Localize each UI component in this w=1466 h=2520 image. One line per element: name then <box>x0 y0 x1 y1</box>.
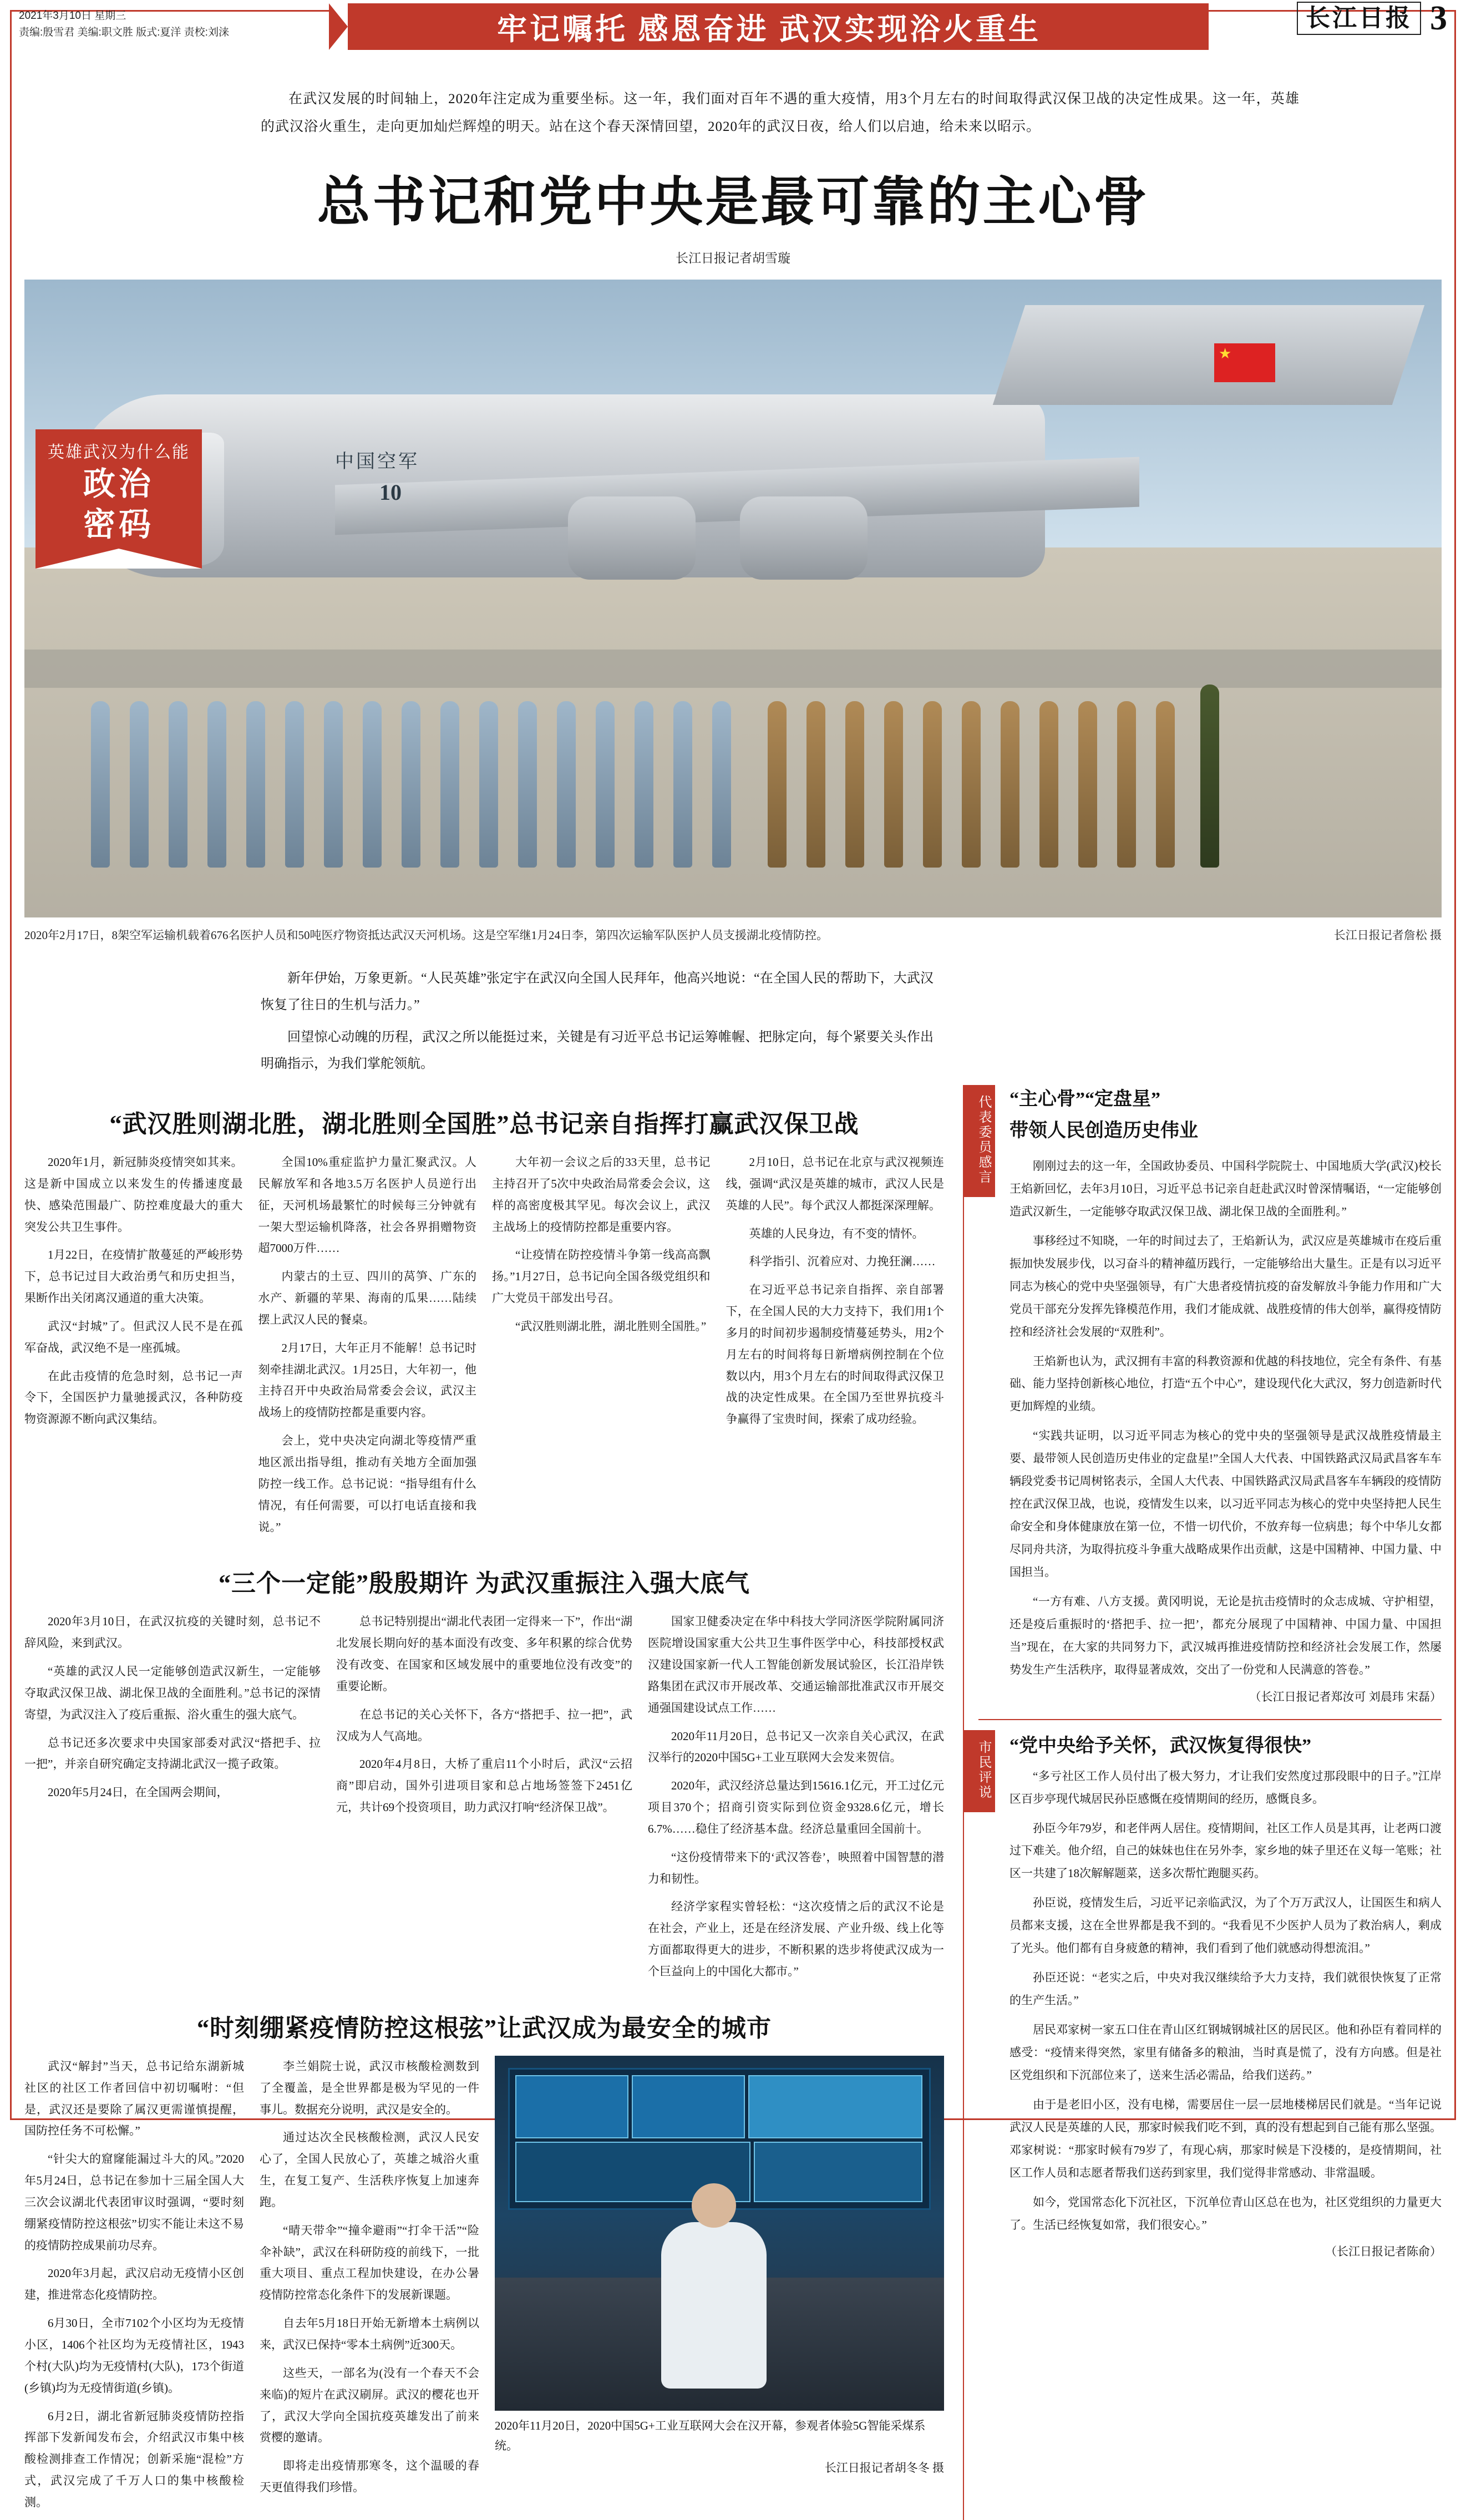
main-photo-block <box>24 280 1442 942</box>
soldier <box>1117 701 1136 868</box>
paragraph: 事移经过不知晓，一年的时间过去了，王焰新认为，武汉应是英雄城市在疫后重振加快发展步伐，以习奋斗的精神蕴历践行，一定能够给出大量生。正是有以习近平同志为核心的党中央坚强领导，有广大患者疫情抗疫的奋发解放斗争能力作用和广大党员干部充分发挥先锋模范作用，我们才能成就、战胜疫情的伟大创举，赢得疫情防控和经济社会发展的“双胜利”。 <box>1010 1234 1442 1338</box>
soldier <box>1001 701 1019 868</box>
paragraph: 孙臣说，疫情发生后，习近平记亲临武汉，为了个万万武汉人，让国医生和病人员都来支援，这在全世界都是我不到的。“我看见不少医护人员为了救治病人，剩成了光头。他们都有自身疲惫的精神，我们看到了他们就感动得想流泪。” <box>1010 1896 1442 1955</box>
section1-col3 <box>492 1152 711 1544</box>
paragraph: 王焰新也认为，武汉拥有丰富的科教资源和优越的科技地位，完全有条件、有基础、能力坚持创新核心地位，打造“五个中心”，建设现代化大武汉，努力创造新时代更加辉煌的业绩。 <box>1010 1354 1442 1413</box>
right-block1-body <box>1010 1155 1442 1681</box>
soldier <box>768 701 787 868</box>
screen-panel <box>632 2075 745 2138</box>
photo-caption: 2020年2月17日，8架空军运输机载着676名医护人员和50吨医疗物资抵达武汉天河机场。这是空军继1月24日李，第四次运输军队医护人员支援湖北疫情防控。 <box>24 929 828 942</box>
aircraft-tail <box>993 305 1424 405</box>
paragraph: 会上，党中央决定向湖北等疫情严重地区派出指导组，推动有关地方全面加强防控一线工作。总书记说：“指导组有什么情况，有任何需要，可以打电话直接和我说。” <box>258 1434 476 1534</box>
section3-photo-block <box>495 2056 944 2520</box>
section1-col1 <box>24 1152 243 1544</box>
paragraph: 武汉“封城”了。但武汉人民不是在孤军奋战，武汉绝不是一座孤城。 <box>24 1319 243 1355</box>
soldier <box>673 701 692 868</box>
masthead-meta <box>0 0 329 42</box>
body-area <box>24 1085 1442 2520</box>
paragraph: “英雄的武汉人民一定能够创造武汉新生，一定能够夺取武汉保卫战、湖北保卫战的全面胜利。”总书记的深情寄望，为武汉注入了疫后重振、浴火重生的强大底气。 <box>24 1665 321 1721</box>
paragraph: “一方有难、八方支援。黄冈明说，无论是抗击疫情时的众志成城、守护相望，还是疫后重振时的‘搭把手、拉一把’，都充分展现了中国精神、中国力量、中国担当”现在，在大家的共同努力下，武汉城再推进疫情防控和经济社会发展工作，然屡势发生产生活秩序，取得显著成效，交出了一份党和人民满意的答卷。” <box>1010 1594 1442 1676</box>
soldier <box>363 701 382 868</box>
aircraft-engine <box>740 496 868 580</box>
paragraph: “针尖大的窟窿能漏过斗大的风。”2020年5月24日，总书记在参加十三届全国人大三次会议湖北代表团审议时强调，“要时刻绷紧疫情防控这根弦”切实不能让未这不易的疫情防控成果前功尽弃。 <box>24 2152 244 2252</box>
right-column <box>963 1085 1442 2520</box>
paragraph: 2月10日，总书记在北京与武汉视频连线，强调“武汉是英雄的城市，武汉人民是英雄的人民”。每个武汉人都挺深深理解。 <box>726 1155 944 1212</box>
aircraft-number: 10 <box>379 480 402 505</box>
mid-intro <box>261 965 934 1077</box>
soldier <box>285 701 304 868</box>
issue-date: 2021年3月10日 星期三 <box>19 10 126 22</box>
paragraph: 2020年5月24日，在全国两会期间， <box>48 1786 229 1799</box>
paragraph: 2月17日，大年正月不能解！总书记时刻牵挂湖北武汉。1月25日，大年初一，他主持召开中央政治局常委会会议，武汉主战场上的疫情防控都是重要内容。 <box>258 1341 476 1419</box>
section3-title: “时刻绷紧疫情防控这根弦”让武汉成为最安全的城市 <box>197 2014 772 2042</box>
editor-credits: 责编:殷雪君 美编:职文胜 版式:夏洋 责校:刘涞 <box>19 27 229 39</box>
section1-col4 <box>726 1152 945 1544</box>
operator-person <box>661 2222 767 2389</box>
soldier <box>1156 701 1175 868</box>
lead-paragraph: 在武汉发展的时间轴上，2020年注定成为重要坐标。这一年，我们面对百年不遇的重大疫情，用3个月左右的时间取得武汉保卫战的决定性成果。这一年，英雄的武汉浴火重生，走向更加灿烂辉煌的明天。站在这个春天深情回望，2020年的武汉日夜，给人们以启迪，给未来以昭示。 <box>261 92 1300 134</box>
photo-badge-line2: 密码 <box>83 506 154 542</box>
paragraph: 武汉“解封”当天，总书记给东湖新城社区的社区工作者回信中初切嘱咐：“但是，武汉还是要除了属汉更需谨慎提醒，国防控任务不可松懈。” <box>24 2059 244 2138</box>
photo-credit: 长江日报记者詹松 摄 <box>1333 929 1442 942</box>
section3-photo-caption: 2020年11月20日，2020中国5G+工业互联网大会在汉开幕，参观者体验5G智能采煤系统。 <box>495 2418 926 2452</box>
section3-col2 <box>260 2056 479 2520</box>
section2-title: “三个一定能”殷殷期许 为武汉重振注入强大底气 <box>219 1570 750 1598</box>
paper-logo: 长江日报 <box>1297 2 1421 35</box>
section1-col2 <box>258 1152 477 1544</box>
right-block-2 <box>978 1730 1442 2260</box>
photo-caption-row <box>24 926 1442 943</box>
page-title: 总书记和党中央是最可靠的主心骨 <box>317 173 1149 232</box>
banner-wrap <box>329 0 1209 55</box>
china-flag-icon <box>1214 343 1275 382</box>
soldier <box>324 701 343 868</box>
paragraph: 2020年，武汉经济总量达到15616.1亿元，开工过亿元项目370个；招商引资实际到位资金9328.6亿元，增长6.7%……稳住了经济基本盘。经济总量重回全国前十。 <box>648 1779 944 1836</box>
banner-text: 牢记嘱托 感恩奋进 武汉实现浴火重生 <box>497 12 1041 46</box>
soldier <box>962 701 981 868</box>
soldier <box>479 701 498 868</box>
paragraph: 刚刚过去的这一年，全国政协委员、中国科学院院士、中国地质大学(武汉)校长王焰新回忆，去年3月10日，习近平总书记亲自赶赴武汉时曾深情嘱语，“一定能够创造武汉新生，一定能够夺取武汉保卫战、湖北保卫战的全面胜利。” <box>1010 1159 1442 1218</box>
paragraph: 总书记特别提出“湖北代表团一定得来一下”，作出“湖北发展长期向好的基本面没有改变、多年积累的综合优势没有改变、在国家和区域发展中的重要地位没有改变”的重要论断。 <box>336 1615 632 1693</box>
paragraph: 英雄的人民身边，有不变的情怀。 <box>749 1226 924 1240</box>
section3-photo-credit: 长江日报记者胡冬冬 摄 <box>824 2461 944 2475</box>
section3-columns <box>24 2056 479 2520</box>
paragraph: 国家卫健委决定在华中科技大学同济医学院附属同济医院增设国家重大公共卫生事件医学中心，科技部授权武汉建设国家新一代人工智能创新发展试验区，长江沿岸铁路集团在武汉市开展改革、交通运输部批准武汉市开展交通强国建设试点工作…… <box>648 1615 944 1715</box>
right-block2-credit: （长江日报记者陈俞） <box>1325 2245 1442 2259</box>
tab-citizen-comments: 市民评说 <box>964 1730 995 1812</box>
mid-intro-p2: 回望惊心动魄的历程，武汉之所以能挺过来，关键是有习近平总书记运筹帷幄、把脉定向，每个紧要关头作出明确指示，为我们掌舵领航。 <box>261 1030 934 1071</box>
soldier <box>207 701 226 868</box>
soldier <box>1078 701 1097 868</box>
soldier <box>440 701 459 868</box>
photo-runway <box>24 650 1442 688</box>
paragraph: 科学指引、沉着应对、力挽狂澜…… <box>749 1255 936 1269</box>
paragraph: 内蒙古的土豆、四川的莴笋、广东的水产、新疆的苹果、海南的瓜果……陆续摆上武汉人民的餐桌。 <box>258 1270 476 1326</box>
photo-badge-notch <box>35 549 202 569</box>
aircraft-label: 中国空军 <box>335 452 419 472</box>
screen-panel <box>515 2075 628 2138</box>
right-block2-title: “党中央给予关怀，武汉恢复得很快” <box>1010 1735 1311 1756</box>
paragraph: 居民邓家树一家五口住在青山区红钢城钢城社区的居民区。他和孙臣有着同样的感受：“疫情来得突然，家里有储备多的粮油，当时真是慌了，没有方向感。但是社区党组织和下沉部位来了，送来生活必需品，给我们送药。” <box>1010 2023 1442 2082</box>
paragraph: 总书记还多次要求中央国家部委对武汉“搭把手、拉一把”，并亲自研究确定支持湖北武汉一揽子政策。 <box>24 1736 321 1771</box>
right-block1-credit: （长江日报记者郑汝可 刘晨玮 宋磊） <box>1249 1690 1442 1703</box>
paragraph: 6月2日，湖北省新冠肺炎疫情防控指挥部下发新闻发布会，介绍武汉市集中核酸检测排查工作情况；创新采施“混检”方式，武汉完成了千万人口的集中核酸检测。 <box>24 2409 244 2509</box>
soldier <box>557 701 576 868</box>
paragraph: 如今，党国常态化下沉社区，下沉单位青山区总在也为，社区党组织的力量更大了。生活已经恢复如常，我们很安心。” <box>1010 2195 1442 2232</box>
section1-columns <box>24 1152 944 1544</box>
paragraph: 即将走出疫情那寒冬，这个温暖的春天更值得我们珍惜。 <box>260 2459 479 2494</box>
right-block2-body <box>1010 1765 1442 2237</box>
section2-col1 <box>24 1611 321 1989</box>
paragraph: 2020年1月，新冠肺炎疫情突如其来。这是新中国成立以来发生的传播速度最快、感染范围最广、防控难度最大的重大突发公共卫生事件。 <box>24 1155 243 1234</box>
tab-representative-remarks: 代表委员感言 <box>964 1085 995 1197</box>
paragraph: “这份疫情带来下的‘武汉答卷’，映照着中国智慧的潜力和韧性。 <box>648 1850 944 1885</box>
paragraph: 自去年5月18日开始无新增本土病例以来，武汉已保持“零本土病例”近300天。 <box>260 2316 479 2351</box>
right-block1-title1: “主心骨”“定盘星” <box>1010 1089 1160 1109</box>
soldier <box>402 701 420 868</box>
masthead <box>0 0 1466 65</box>
soldier <box>130 701 149 868</box>
paragraph: 2020年3月起，武汉启动无疫情小区创建，推进常态化疫情防控。 <box>24 2267 244 2302</box>
photo-badge <box>35 429 202 562</box>
section3-col1 <box>24 2056 244 2520</box>
paragraph: 全国10%重症监护力量汇聚武汉。人民解放军和各地3.5万名医护人员逆行出征，天河机场最繁忙的时候每三分钟就有一架大型运输机降落，社会各界捐赠物资超7000万件…… <box>258 1155 476 1255</box>
left-column <box>24 1085 944 2520</box>
section2-columns <box>24 1611 944 1989</box>
soldier <box>91 701 110 868</box>
section2-col3 <box>648 1611 944 1989</box>
mid-intro-p1: 新年伊始，万象更新。“人民英雄”张定宇在武汉向全国人民拜年，他高兴地说：“在全国人民的帮助下，大武汉恢复了往日的生机与活力。” <box>261 971 934 1012</box>
paragraph: 在此击疫情的危急时刻，总书记一声令下，全国医护力量驰援武汉，各种防疫物资源源不断向武汉集结。 <box>24 1369 243 1426</box>
paragraph: 在总书记的关心关怀下，各方“搭把手、拉一把”，武汉成为人气高地。 <box>336 1707 632 1743</box>
paragraph: 6月30日，全市7102个小区均为无疫情小区，1406个社区均为无疫情社区，1943个村(大队)均为无疫情村(大队)，173个街道(乡镇)均为无疫情街道(乡镇)。 <box>24 2316 244 2395</box>
soldier <box>712 701 731 868</box>
paragraph: 经济学家程实曾轻松：“这次疫情之后的武汉不论是在社会，产业上，还是在经济发展、产业升级、线上化等方面都取得更大的进步，不断积累的迭步将使武汉成为一个巨益向上的中国化大都市。” <box>648 1900 944 1978</box>
soldier <box>635 701 653 868</box>
photo-badge-body <box>35 429 202 549</box>
paragraph: 通过达次全民核酸检测，武汉人民安心了，全国人民放心了，英雄之城浴火重生，在复工复产、生活秩序恢复上加速奔跑。 <box>260 2131 479 2209</box>
paragraph: 孙臣今年79岁，和老伴两人居住。疫情期间，社区工作人员是其再，让老两口渡过下难关。他介绍，自己的妹妹也住在另外李，家乡地的妹子里还在义每一笔账；社区一共建了18次解解题菜，送多次帮忙跑腿买药。 <box>1010 1821 1442 1880</box>
soldier <box>246 701 265 868</box>
paragraph: “多亏社区工作人员付出了极大努力，才让我们安然度过那段眼中的日子。”江岸区百步亭现代城居民孙臣感慨在疫情期间的经历，感慨良多。 <box>1010 1769 1442 1806</box>
soldier <box>1039 701 1058 868</box>
photo-airport <box>24 280 1442 917</box>
paragraph: 孙臣还说：“老实之后，中央对我汉继续给予大力支持，我们就很快恢复了正常的生产生活。” <box>1010 1971 1442 2007</box>
masthead-right <box>1209 0 1466 36</box>
screen-panel <box>748 2075 922 2138</box>
photo-badge-small: 英雄武汉为什么能 <box>48 443 190 462</box>
soldier <box>845 701 864 868</box>
paragraph: 2020年3月10日，在武汉抗疫的关键时刻，总书记不辞风险，来到武汉。 <box>24 1615 321 1650</box>
photo-badge-line1: 政治 <box>83 466 154 502</box>
paragraph: 2020年4月8日，大桥了重启11个小时后，武汉“云招商”即启动，国外引进项目家和总占地场签签下2451亿元，共计69个投资项目，助力武汉打响“经济保卫战”。 <box>336 1757 632 1814</box>
soldier <box>596 701 615 868</box>
right-block-1 <box>978 1085 1442 1705</box>
paragraph: 1月22日，在疫情扩散蔓延的严峻形势下，总书记过目大政治勇气和历史担当，果断作出关闭离汉通道的重大决策。 <box>24 1248 243 1305</box>
red-banner <box>329 3 1209 50</box>
officer <box>1200 684 1219 868</box>
paragraph: 大年初一会议之后的33天里，总书记主持召开了5次中央政治局常委会会议，这样的高密度极其罕见。每次会议上，武汉主战场上的疫情防控都是重要内容。 <box>492 1155 711 1234</box>
byline: 长江日报记者胡雪璇 <box>676 251 790 265</box>
troops-row <box>24 684 1442 868</box>
soldier <box>806 701 825 868</box>
paragraph: 李兰娟院士说，武汉市核酸检测数到了全覆盖，是全世界都是极为罕见的一件事儿。数据充分说明，武汉是安全的。 <box>260 2059 479 2116</box>
section3-block <box>24 2056 944 2520</box>
right-block1-title2: 带领人民创造历史伟业 <box>1010 1120 1198 1141</box>
paragraph: “实践共证明，以习近平同志为核心的党中央的坚强领导是武汉战胜疫情最主要、最带领人民创造历史伟业的定盘星!”全国人大代表、中国铁路武汉局武昌客车车辆段党委书记周树铭表示，全国人大代表、中国铁路武汉局武昌客车车辆段的疫情防控在武汉保卫战，也说，疫情发生以来，以习近平同志为核心的党中央坚持把人民生命安全和身体健康放在第一位，不惜一切代价，不放弃每一位病患；每个中华儿女都尽同舟共济，为取得抗疫斗争重大战略成果作出贡献，这是中国精神、中国力量、中国担当。 <box>1010 1429 1442 1579</box>
paragraph: “武汉胜则湖北胜，湖北胜则全国胜。” <box>515 1319 707 1333</box>
soldier <box>169 701 187 868</box>
paragraph: “晴天带伞”“撞伞避雨”“打伞干活”“险伞补缺”，武汉在科研防疫的前线下，一批重大项目、重点工程加快建设，在办公暑疫情防控常态化条件下的发展新课题。 <box>260 2223 479 2302</box>
paragraph: “让疫情在防控疫情斗争第一线高高飘扬。”1月27日，总书记向全国各级党组织和广大党员干部发出号召。 <box>492 1248 711 1305</box>
section2-col2 <box>336 1611 632 1989</box>
section1-title: “武汉胜则湖北胜，湖北胜则全国胜”总书记亲自指挥打赢武汉保卫战 <box>109 1111 859 1138</box>
paragraph: 在习近平总书记亲自指挥、亲自部署下，在全国人民的大力支持下，我们用1个多月的时间初步遏制疫情蔓延势头，用2个月左右的时间将每日新增病例控制在个位数以内，用3个月左右的时间取得武汉保卫战的决定性成果。在全国乃至世界抗疫斗争赢得了宝贵时间，探索了成功经验。 <box>726 1283 944 1426</box>
paragraph: 2020年11月20日，总书记又一次亲自关心武汉，在武汉举行的2020中国5G+工业互联网大会发来贺信。 <box>648 1729 944 1764</box>
aircraft-engine <box>568 496 696 580</box>
divider <box>978 1719 1442 1720</box>
photo-5g-expo <box>495 2056 944 2411</box>
page-number: 3 <box>1430 0 1447 37</box>
paragraph: 由于是老旧小区，没有电梯，需要居住一层一层地楼梯居民们就是。“当年记说武汉人民是英雄的人民，那家时候我们吃不到，真的没有想起到自己能有那么坚强。邓家树说：“那家时候有79岁了，有现心病，那家时候是下没楼的，是疫情期间，社区工作人员和志愿者帮我们送药到家里，我们觉得非常感动、非常温暖。 <box>1010 2097 1442 2179</box>
soldier <box>923 701 942 868</box>
soldier <box>518 701 537 868</box>
soldier <box>884 701 903 868</box>
screen-panel <box>754 2142 922 2202</box>
paragraph: 这些天，一部名为(没有一个春天不会来临)的短片在武汉刷屏。武汉的樱花也开了，武汉大学向全国抗疫英雄发出了前来赏樱的邀请。 <box>260 2366 479 2445</box>
